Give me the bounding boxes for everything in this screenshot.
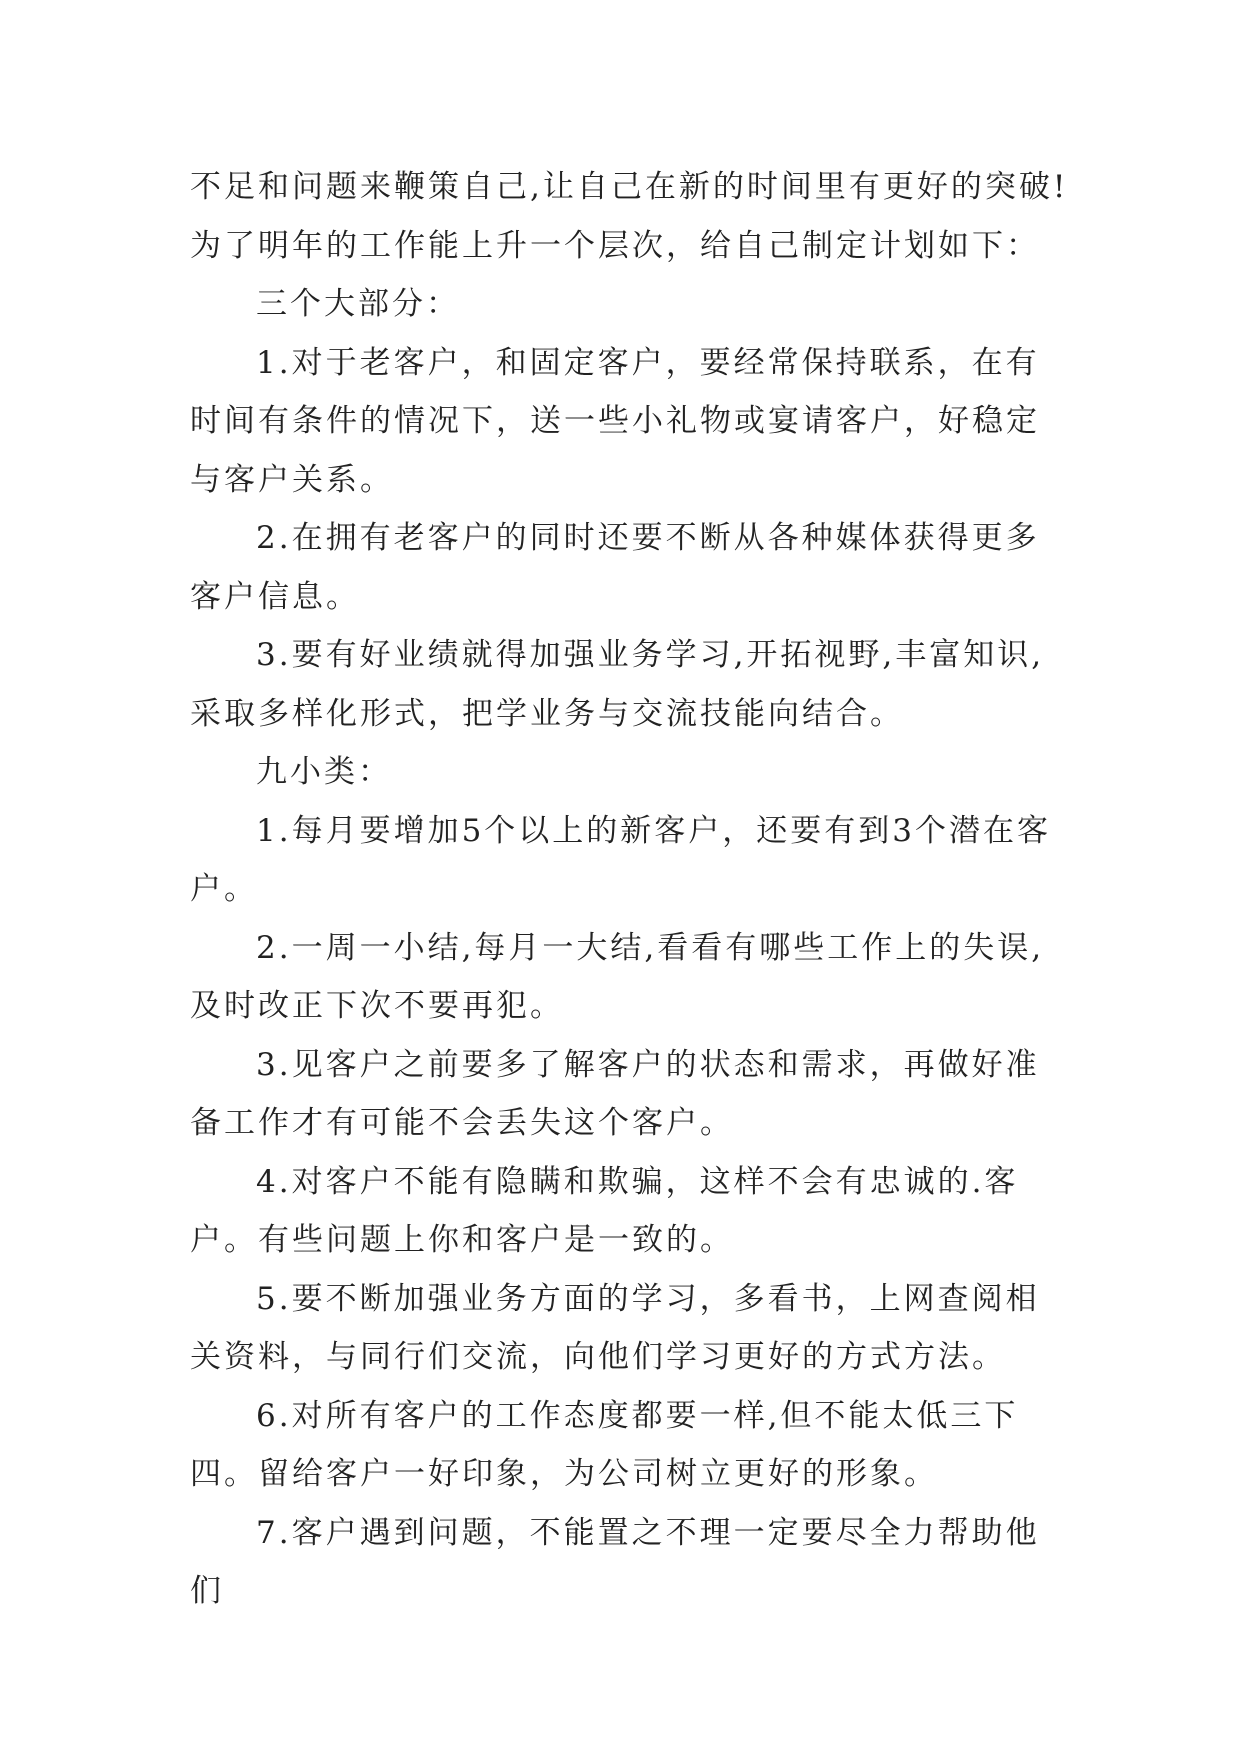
list-item-part-3: 3.要有好业绩就得加强业务学习,开拓视野,丰富知识,采取多样化形式，把学业务与交流技能向结合。	[190, 637, 1045, 732]
list-item-category-5: 5.要不断加强业务方面的学习，多看书，上网查阅相关资料，与同行们交流，向他们学习更好的方式方法。	[190, 1280, 1040, 1375]
list-item-category-3: 3.见客户之前要多了解客户的状态和需求，再做好准备工作才有可能不会丢失这个客户。	[190, 1046, 1040, 1141]
list-item-category-1: 1.每月要增加5个以上的新客户，还要有到3个潜在客户。	[190, 812, 1052, 907]
list-item-category-2: 2.一周一小结,每月一大结,看看有哪些工作上的失误,及时改正下次不要再犯。	[190, 929, 1045, 1024]
paragraph-intro: 不足和问题来鞭策自己,让自己在新的时间里有更好的突破!为了明年的工作能上升一个层次，给自己制定计划如下：	[190, 169, 1069, 264]
document-body	[190, 158, 1070, 1621]
list-item-category-4: 4.对客户不能有隐瞒和欺骗，这样不会有忠诚的.客户。有些问题上你和客户是一致的。	[190, 1163, 1019, 1258]
list-item-category-6: 6.对所有客户的工作态度都要一样,但不能太低三下四。留给客户一好印象，为公司树立更好的形象。	[190, 1397, 1019, 1492]
list-item-category-7: 7.客户遇到问题，不能置之不理一定要尽全力帮助他们	[190, 1514, 1040, 1609]
list-item-part-2: 2.在拥有老客户的同时还要不断从各种媒体获得更多客户信息。	[190, 520, 1040, 615]
section-heading-three-parts: 三个大部分：	[256, 286, 460, 322]
list-item-part-1: 1.对于老客户，和固定客户，要经常保持联系，在有时间有条件的情况下，送一些小礼物或宴请客户，好稳定与客户关系。	[190, 344, 1040, 498]
section-heading-nine-categories: 九小类：	[256, 754, 392, 790]
